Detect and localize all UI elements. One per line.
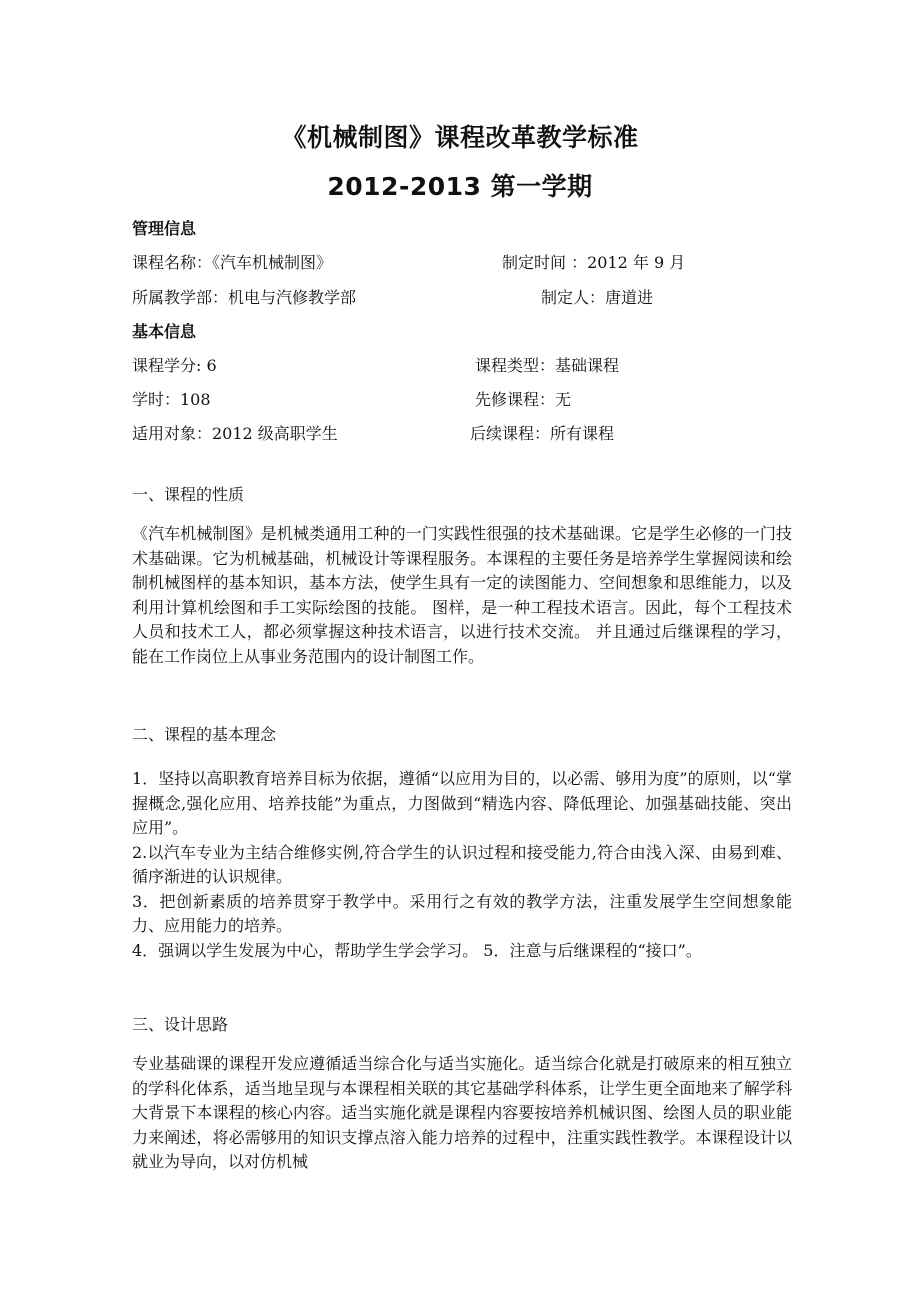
credits: 课程学分: 6 bbox=[132, 356, 217, 375]
section-design-heading: 三、设计思路 bbox=[132, 1015, 229, 1034]
hours: 学时：108 bbox=[132, 390, 211, 409]
course-type: 课程类型：基础课程 bbox=[475, 356, 620, 375]
made-time: 制定时间 ：2012 年 9 月 bbox=[502, 253, 686, 272]
paragraph: 专业基础课的课程开发应遵循适当综合化与适当实施化。适当综合化就是打破原来的相互独立的学科化体系，适当地呈现与本课程相关联的其它基础学科体系，让学生更全面地来了解学科大背景下本课程的核心内容。适当实施化就是课程内容要按培养机械识图、绘图人员的职业能力来阐述，将必需够用的知识支撑点溶入能力培养的过程中，注重实践性教学。本课程设计以就业为导向，以对仿机械 bbox=[132, 1054, 792, 1171]
section-concept-body bbox=[132, 767, 792, 963]
management-heading: 管理信息 bbox=[132, 219, 197, 238]
section-nature-body bbox=[132, 522, 792, 669]
paragraph: 《汽车机械制图》是机械类通用工种的一门实践性很强的技术基础课。它是学生必修的一门技术基础课。它为机械基础，机械设计等课程服务。本课程的主要任务是培养学生掌握阅读和绘制机械图样的基本知识，基本方法，使学生具有一定的读图能力、空间想象和思维能力，以及利用计算机绘图和手工实际绘图的技能。 图样，是一种工程技术语言。因此，每个工程技术人员和技术工人，都必须掌握这种技术语言，以进行技术交流。 并且通过后继课程的学习，能在工作岗位上从事业务范围内的设计制图工作。 bbox=[132, 524, 792, 666]
document-subtitle: 2012-2013 第一学期 bbox=[327, 172, 593, 201]
department: 所属教学部：机电与汽修教学部 bbox=[132, 288, 357, 307]
course-name: 课程名称：《汽车机械制图》 bbox=[132, 253, 333, 272]
basic-heading: 基本信息 bbox=[132, 322, 197, 341]
list-item: 1．坚持以高职教育培养目标为依据，遵循“以应用为目的，以必需、够用为度”的原则，以“掌握概念,强化应用、培养技能”为重点，力图做到“精选内容、降低理论、加强基础技能、突出应用”。 bbox=[132, 769, 792, 837]
list-item: 3．把创新素质的培养贯穿于教学中。采用行之有效的教学方法，注重发展学生空间想象能力、应用能力的培养。 bbox=[132, 891, 792, 935]
document-title: 《机械制图》课程改革教学标准 bbox=[281, 123, 639, 152]
audience: 适用对象：2012 级高职学生 bbox=[132, 424, 338, 443]
section-design-body bbox=[132, 1052, 792, 1175]
section-nature-heading: 一、课程的性质 bbox=[132, 485, 245, 504]
section-concept-heading: 二、课程的基本理念 bbox=[132, 725, 277, 744]
list-item: 4．强调以学生发展为中心，帮助学生学会学习。 5．注意与后继课程的“接口”。 bbox=[132, 940, 702, 960]
prerequisite: 先修课程：无 bbox=[475, 390, 572, 409]
maker: 制定人：唐道进 bbox=[541, 288, 654, 307]
followup-course: 后续课程：所有课程 bbox=[470, 424, 615, 443]
list-item: 2.以汽车专业为主结合维修实例,符合学生的认识过程和接受能力,符合由浅入深、由易到难、循序渐进的认识规律。 bbox=[132, 842, 792, 886]
